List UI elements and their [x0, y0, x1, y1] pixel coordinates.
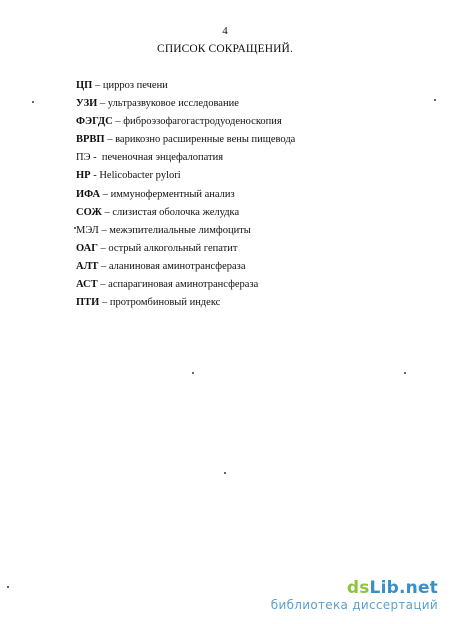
watermark-subtitle: библиотека диссертаций: [270, 598, 438, 612]
abbreviation-definition: фиброэзофагогастродуоденоскопия: [123, 116, 282, 128]
logo-net: net: [405, 578, 438, 598]
page-title: СПИСОК СОКРАЩЕНИЙ.: [157, 43, 293, 55]
logo-dot: .: [398, 578, 406, 598]
abbreviation-term: МЭЛ: [76, 224, 99, 236]
abbreviation-term: АСТ: [76, 279, 98, 291]
abbreviation-term: ПТИ: [76, 297, 100, 309]
scan-speck: [224, 472, 226, 474]
abbreviation-definition: аланиновая аминотрансфераза: [108, 260, 246, 272]
scan-speck: [434, 99, 436, 101]
logo-ds: ds: [346, 578, 370, 598]
abbreviation-definition: цирроз печени: [102, 80, 168, 91]
abbreviation-term: СОЖ: [76, 206, 102, 218]
abbreviation-item: [76, 225, 406, 243]
scan-speck: [32, 101, 34, 103]
abbreviation-definition: слизистая оболочка желудка: [112, 206, 240, 218]
abbreviation-definition: протромбиновый индекс: [109, 297, 221, 309]
abbreviation-separator: –: [92, 80, 103, 91]
abbreviation-item: [76, 189, 406, 207]
abbreviation-term: АЛТ: [76, 260, 99, 272]
abbreviation-separator: –: [104, 134, 116, 146]
abbreviation-item: [76, 261, 406, 279]
abbreviation-separator: –: [98, 260, 109, 272]
abbreviation-definition: печеночная энцефалопатия: [101, 152, 224, 164]
abbreviation-definition: межэпителиальные лимфоциты: [109, 224, 251, 236]
abbreviation-separator: –: [112, 116, 124, 128]
abbreviation-term: HP: [76, 170, 91, 182]
abbreviation-term: ИФА: [76, 188, 101, 200]
abbreviation-separator: –: [101, 206, 113, 218]
scan-speck: [192, 372, 194, 374]
abbreviation-list: [76, 80, 406, 315]
abbreviation-separator: –: [97, 98, 108, 110]
abbreviation-item: [76, 170, 406, 188]
watermark: [248, 578, 438, 613]
abbreviation-item: [76, 152, 406, 170]
scan-speck: [7, 586, 9, 588]
abbreviation-item: [76, 80, 406, 98]
abbreviation-separator: -: [90, 170, 100, 182]
abbreviation-item: [76, 207, 406, 225]
scan-speck: [404, 372, 406, 374]
abbreviation-separator: –: [99, 297, 110, 309]
abbreviation-term: ФЭГДС: [76, 116, 113, 128]
scan-speck: [74, 227, 76, 229]
abbreviation-term: УЗИ: [76, 98, 98, 110]
abbreviation-item: [76, 279, 406, 297]
abbreviation-definition: варикозно расширенные вены пищевода: [115, 134, 296, 146]
abbreviation-separator: –: [97, 279, 109, 291]
abbreviation-item: [76, 98, 406, 116]
abbreviation-item: [76, 134, 406, 152]
abbreviation-item: [76, 297, 406, 315]
abbreviation-item: [76, 116, 406, 134]
abbreviation-definition: Helicobacter pylori: [99, 170, 181, 182]
page-number: 4: [222, 25, 228, 37]
abbreviation-definition: ультразвуковое исследование: [107, 98, 239, 110]
abbreviation-item: [76, 243, 406, 261]
abbreviation-separator: –: [98, 224, 110, 236]
abbreviation-term: ОАГ: [76, 242, 98, 254]
abbreviation-definition: острый алкогольный гепатит: [108, 242, 238, 254]
logo-lib: Lib: [369, 578, 399, 598]
abbreviation-term: ВРВП: [76, 134, 105, 146]
abbreviation-definition: иммуноферментный анализ: [110, 188, 235, 200]
abbreviation-separator: –: [97, 242, 109, 254]
abbreviation-term: ЦП: [76, 80, 93, 91]
abbreviation-definition: аспарагиновая аминотрансфераза: [108, 279, 259, 291]
abbreviation-term: ПЭ: [76, 152, 91, 164]
abbreviation-separator: -: [90, 152, 102, 164]
abbreviation-separator: –: [100, 188, 111, 200]
watermark-logo: [248, 578, 438, 598]
